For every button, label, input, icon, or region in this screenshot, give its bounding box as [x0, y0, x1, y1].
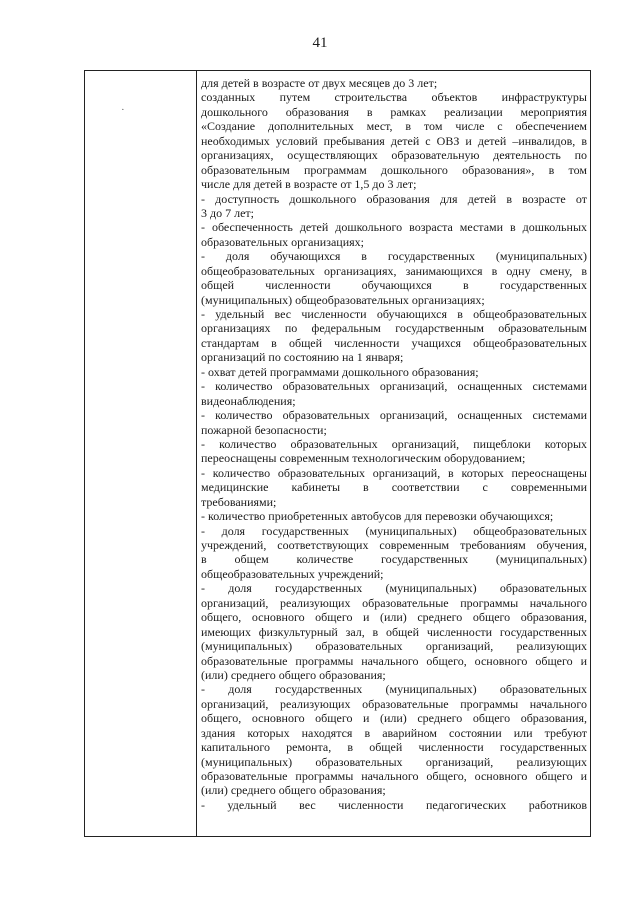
- table-left-cell: [85, 71, 196, 836]
- text-line: общего, основного общего и (или) среднего общего образования,: [201, 711, 587, 726]
- document-table: [84, 70, 591, 837]
- scan-speck: ·: [121, 104, 125, 116]
- text-line: образовательные программы начального общего, основного общего и: [201, 769, 587, 783]
- text-line: «Создание дополнительных мест, в том числе с обеспечением: [201, 119, 587, 134]
- text-line: здания которых находятся в аварийном состоянии или требуют: [201, 725, 587, 740]
- text-line: (или) среднего общего образования;: [201, 667, 386, 682]
- text-line: (муниципальных) образовательных организаций, реализующих: [201, 754, 587, 769]
- text-line: - количество образовательных организаций, пищеблоки которых: [201, 436, 587, 451]
- text-line: - количество образовательных организаций, в которых переоснащены: [201, 465, 587, 480]
- text-line: - доля государственных (муниципальных) образовательных: [201, 682, 587, 697]
- text-line: капитального ремонта, в общей численности государственных: [201, 740, 587, 755]
- text-line: видеонаблюдения;: [201, 393, 296, 408]
- text-line: - охват детей программами дошкольного образования;: [201, 364, 479, 379]
- text-line: необходимых условий пребывания детей с ОВЗ и детей –инвалидов, в: [201, 133, 587, 148]
- text-line: организаций, реализующих образовательные программы начального: [201, 696, 587, 711]
- text-line: (или) среднего общего образования;: [201, 783, 386, 798]
- text-line: медицинские кабинеты в соответствии с современными: [201, 480, 587, 495]
- text-line: - доля обучающихся в государственных (муниципальных): [201, 249, 587, 264]
- text-line: - доля государственных (муниципальных) общеобразовательных: [201, 523, 587, 538]
- text-line: учреждений, соответствующих современным требованиям обучения,: [201, 538, 587, 552]
- text-line: (муниципальных) общеобразовательных организациях;: [201, 292, 485, 307]
- text-line: образовательные программы начального общего, основного общего и: [201, 653, 587, 668]
- text-line: дошкольного образования в рамках реализации мероприятия: [201, 104, 587, 119]
- table-right-cell: [201, 76, 587, 836]
- text-line: (муниципальных) образовательных организаций, реализующих: [201, 639, 587, 654]
- text-line: организаций по состоянию на 1 января;: [201, 350, 404, 365]
- text-line: созданных путем строительства объектов инфраструктуры: [201, 90, 587, 105]
- text-line: организациях, осуществляющих образовательную деятельность по: [201, 148, 587, 163]
- text-line: - удельный вес численности обучающихся в общеобразовательных: [201, 307, 587, 321]
- text-line: общей численности обучающихся в государственных: [201, 278, 587, 293]
- text-line: имеющих физкультурный зал, в общей численности государственных: [201, 624, 587, 639]
- text-line: - доля государственных (муниципальных) образовательных: [201, 581, 587, 596]
- text-line: требованиями;: [201, 494, 277, 509]
- text-line: образовательных организациях;: [201, 234, 364, 249]
- text-line: числе для детей в возрасте от 1,5 до 3 лет;: [201, 177, 417, 192]
- text-line: организациях по федеральным государственным образовательным: [201, 321, 587, 336]
- page-number: 41: [312, 35, 328, 51]
- text-line: - количество образовательных организаций, оснащенных системами: [201, 408, 587, 423]
- text-line: стандартам в общей численности учащихся общеобразовательных: [201, 335, 587, 350]
- text-line: - обеспеченность детей дошкольного возраста местами в дошкольных: [201, 220, 587, 235]
- text-line: организаций, реализующих образовательные программы начального: [201, 595, 587, 610]
- text-line: - количество приобретенных автобусов для перевозки обучающихся;: [201, 509, 554, 524]
- text-line: образовательным программам дошкольного образования», в том: [201, 162, 587, 177]
- text-line: в общем количестве государственных (муниципальных): [201, 552, 587, 567]
- text-line: общеобразовательных организациях, занимающихся в одну смену, в: [201, 263, 587, 278]
- text-line: для детей в возрасте от двух месяцев до 3 лет;: [201, 76, 438, 90]
- text-line: - доступность дошкольного образования для детей в возрасте от: [201, 191, 587, 206]
- text-line: 3 до 7 лет;: [201, 205, 254, 220]
- text-line: пожарной безопасности;: [201, 422, 327, 437]
- column-divider: [196, 71, 197, 836]
- text-line: переоснащены современным технологическим оборудованием;: [201, 451, 526, 466]
- text-line: общего, основного общего и (или) среднего общего образования,: [201, 610, 587, 625]
- text-line: общеобразовательных учреждений;: [201, 566, 384, 581]
- text-line: - удельный вес численности педагогических работников: [201, 797, 587, 812]
- text-line: - количество образовательных организаций, оснащенных системами: [201, 379, 587, 394]
